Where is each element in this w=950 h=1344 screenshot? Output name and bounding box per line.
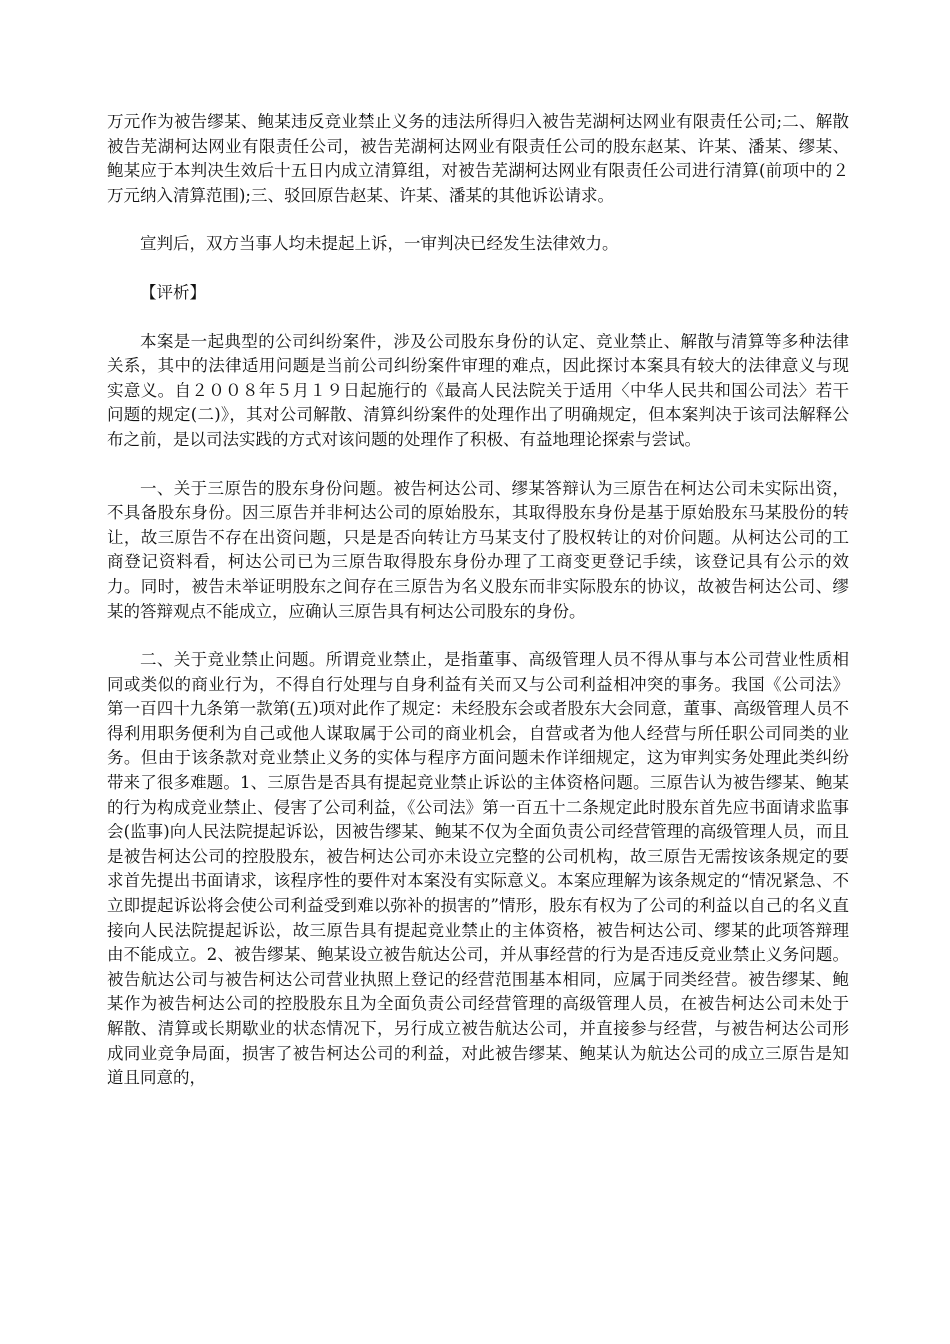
analysis-intro-paragraph: 本案是一起典型的公司纠纷案件，涉及公司股东身份的认定、竞业禁止、解散与清算等多种法律关系，其中的法律适用问题是当前公司纠纷案件审理的难点，因此探讨本案具有较大的法律意义与现实意义。自２００８年５月１９日起施行的《最高人民法院关于适用〈中华人民共和国公司法〉若干问题的规定(二)》，其对公司解散、清算纠纷案件的处理作出了明确规定，但本案判决于该司法解释公布之前，是以司法实践的方式对该问题的处理作了积极、有益地理论探索与尝试。 [107,331,849,449]
analysis-heading: 【评析】 [140,282,206,302]
non-compete-paragraph: 二、关于竞业禁止问题。所谓竞业禁止，是指董事、高级管理人员不得从事与本公司营业性质相同或类似的商业行为，不得自行处理与自身利益有关而又与公司利益相冲突的事务。我国《公司法》第一百四十九条第一款第(五)项对此作了规定：未经股东会或者股东大会同意，董事、高级管理人员不得利用职务便利为自己或他人谋取属于公司的商业机会，自营或者为他人经营与所任职公司同类的业务。但由于该条款对竞业禁止义务的实体与程序方面问题未作详细规定，这为审判实务处理此类纠纷带来了很多难题。1、三原告是否具有提起竞业禁止诉讼的主体资格问题。三原告认为被告缪某、鲍某的行为构成竞业禁止、侵害了公司利益，《公司法》第一百五十二条规定此时股东首先应书面请求监事会(监事)向人民法院提起诉讼，因被告缪某、鲍某不仅为全面负责公司经营管理的高级管理人员，而且是被告柯达公司的控股股东，被告柯达公司亦未设立完整的公司机构，故三原告无需按该条规定的要求首先提出书面请求，该程序性的要件对本案没有实际意义。本案应理解为该条规定的“情况紧急、不立即提起诉讼将会使公司利益受到难以弥补的损害的”情形，股东有权为了公司的利益以自己的名义直接向人民法院提起诉讼，故三原告具有提起竞业禁止的主体资格，被告柯达公司、缪某的此项答辩理由不能成立。2、被告缪某、鲍某设立被告航达公司，并从事经营的行为是否违反竞业禁止义务问题。被告航达公司与被告柯达公司营业执照上登记的经营范围基本相同，应属于同类经营。被告缪某、鲍某作为被告柯达公司的控股股东且为全面负责公司经营管理的高级管理人员，在被告柯达公司未处于解散、清算或长期歇业的状态情况下，另行成立被告航达公司，并直接参与经营，与被告柯达公司形成同业竞争局面，损害了被告柯达公司的利益，对此被告缪某、鲍某认为航达公司的成立三原告是知道且同意的， [107,650,849,1088]
document-page [107,110,849,1115]
effectiveness-paragraph: 宣判后，双方当事人均未提起上诉，一审判决已经发生法律效力。 [140,234,619,254]
judgment-continuation-paragraph: 万元作为被告缪某、鲍某违反竞业禁止义务的违法所得归入被告芜湖柯达网业有限责任公司;二、解散被告芜湖柯达网业有限责任公司，被告芜湖柯达网业有限责任公司的股东赵某、许某、潘某、缪某、鲍某应于本判决生效后十五日内成立清算组，对被告芜湖柯达网业有限责任公司进行清算(前项中的２万元纳入清算范围);三、驳回原告赵某、许某、潘某的其他诉讼请求。 [107,112,849,205]
shareholder-identity-paragraph: 一、关于三原告的股东身份问题。被告柯达公司、缪某答辩认为三原告在柯达公司未实际出资，不具备股东身份。因三原告并非柯达公司的原始股东，其取得股东身份是基于原始股东马某股份的转让，故三原告不存在出资问题，只是是否向转让方马某支付了股权转让的对价问题。从柯达公司的工商登记资料看，柯达公司已为三原告取得股东身份办理了工商变更登记手续，该登记具有公示的效力。同时，被告未举证明股东之间存在三原告为名义股东而非实际股东的协议，故被告柯达公司、缪某的答辩观点不能成立，应确认三原告具有柯达公司股东的身份。 [107,478,849,621]
